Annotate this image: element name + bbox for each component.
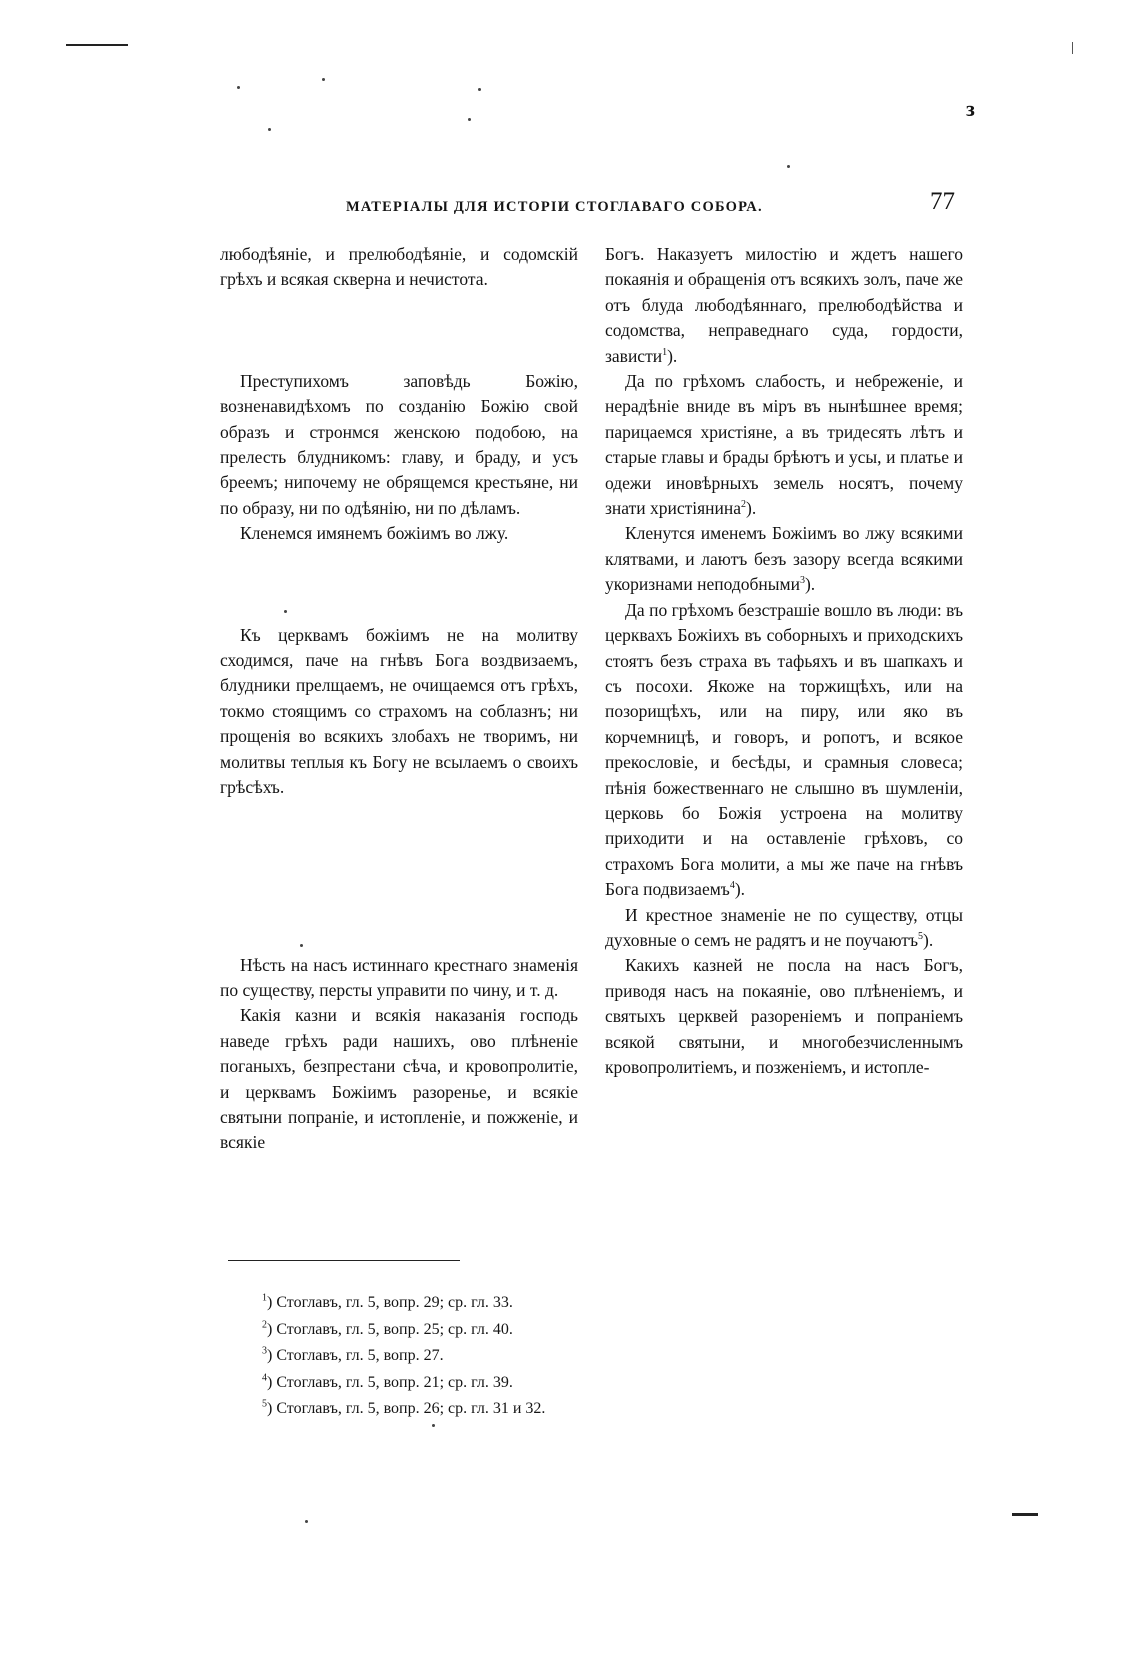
footnote-mark: 2 xyxy=(262,1319,267,1331)
paragraph-tail: ). xyxy=(804,574,816,595)
footnote xyxy=(262,1317,762,1344)
paragraph-tail: ). xyxy=(734,879,746,900)
footnote-mark: 5 xyxy=(262,1398,267,1410)
footnote-text: ) Стоглавъ, гл. 5, вопр. 25; ср. гл. 40. xyxy=(267,1320,513,1338)
footnote xyxy=(262,1290,762,1317)
paragraph-text: Да по грѣхомъ слабость, и небреженіе, и нерадѣніе вниде въ міръ въ нынѣшнее время; парицаемся христіяне, а въ тридесять лѣтъ и старые главы и брады брѣютъ и усы, и платье и одежи иновѣрныхъ земель носятъ, почему знати христіянина xyxy=(605,371,963,519)
paragraph-text: Кленутся именемъ Божіимъ во лжу всякими клятвами, и лаютъ безъ зазору всегда всякими укоризнами неподобными xyxy=(605,523,963,595)
paragraph: Кленемся имянемъ божіимъ во лжу. xyxy=(240,523,509,544)
right-column xyxy=(605,242,963,1080)
speck xyxy=(432,1424,435,1427)
footnote-ref: 2 xyxy=(741,499,747,511)
paragraph xyxy=(605,953,963,1080)
footnotes xyxy=(262,1290,762,1423)
speck xyxy=(478,88,481,91)
paragraph-text: Какихъ казней не посла на насъ Богъ, приводя насъ на покаяніе, ово плѣненіемъ, и святыхъ церквей разореніемъ и попраніемъ всякой святыни, и многобезчисленнымъ кровопролитіемъ, и позженіемъ, и истопле- xyxy=(605,955,963,1077)
footnote-mark: 3 xyxy=(262,1345,267,1357)
paragraph-tail: ). xyxy=(923,929,934,950)
paragraph xyxy=(605,598,963,903)
paragraph: Къ церквамъ божіимъ не на молитву сходимся, паче на гнѣвъ Бога воздвизаемъ, блудники прелщаемъ, не очищаемся отъ грѣхъ, токмо стоящимъ со страхомъ на соблазнъ; ни прощенія во всякихъ злобахъ не творимъ, ни молитвы теплыя къ Богу не всылаемъ о своихъ грѣсѣхъ. xyxy=(220,624,578,798)
top-right-tick xyxy=(1072,42,1073,54)
left-column xyxy=(220,242,578,1156)
paragraph: Какія казни и всякія наказанія господь наведе грѣхъ ради нашихъ, ово плѣненіе поганыхъ, безпрестани сѣча, и кровопролитіе, и церквамъ Божіимъ разоренье, и всякіе святыни попраніе, и истопленіе, и пожженіе, и всякіе xyxy=(220,1005,578,1153)
paragraph xyxy=(605,369,963,521)
page-number: 77 xyxy=(930,188,955,215)
footnote-mark: 1 xyxy=(262,1292,267,1304)
corner-mark: з xyxy=(966,96,975,121)
footnote-mark: 4 xyxy=(262,1372,267,1384)
footnote-text: ) Стоглавъ, гл. 5, вопр. 21; ср. гл. 39. xyxy=(267,1373,513,1391)
paragraph-text: И крестное знаменіе не по существу, отцы духовные о семъ не радятъ и не поучаютъ xyxy=(605,904,963,950)
speck xyxy=(268,128,271,131)
paragraph: Нѣсть на насъ истиннаго крестнаго знаменія по существу, персты управити по чину, и т. д. xyxy=(220,954,578,1000)
footnote-separator xyxy=(228,1260,460,1261)
footnote-ref: 4 xyxy=(729,880,735,892)
footnote-text: ) Стоглавъ, гл. 5, вопр. 29; ср. гл. 33. xyxy=(267,1294,513,1311)
speck xyxy=(787,165,790,168)
paragraph-tail: ). xyxy=(667,345,678,366)
footnote-ref: 1 xyxy=(662,346,668,358)
footnote xyxy=(262,1396,762,1423)
running-title: МАТЕРІАЛЫ ДЛЯ ИСТОРІИ СТОГЛАВАГО СОБОРА. xyxy=(346,199,763,215)
paragraph xyxy=(605,521,963,597)
paragraph-text: Да по грѣхомъ безстрашіе вошло въ люди: въ церквахъ Божіихъ въ соборныхъ и приходскихъ стоятъ безъ страха въ тафьяхъ и въ шапкахъ и съ посохи. Якоже на торжищѣхъ, или на позорищѣхъ, или на пиру, или яко въ корчемницѣ, и говоръ, и ропотъ, и всякое прекословіе, и бесѣды, и срамныя словеса; пѣнія божественнаго не слышно въ шумленіи, церковь бо Божія устроена на молитву приходити и на оставленіе грѣховъ, со страхомъ Бога молити, а мы же паче на гнѣвъ Бога подвизаемъ xyxy=(605,599,963,900)
paragraph xyxy=(605,903,963,954)
paragraph xyxy=(605,242,963,369)
footnote xyxy=(262,1343,762,1370)
margin-dash xyxy=(1012,1513,1038,1516)
footnote-ref: 3 xyxy=(799,575,805,587)
speck xyxy=(468,118,471,121)
paragraph-text: Богъ. Наказуетъ милостію и ждетъ нашего покаянія и обращенія отъ всякихъ золъ, паче же отъ блуда любодѣяннаго, прелюбодѣйства и содомства, неправеднаго суда, гордости, зависти xyxy=(605,244,963,366)
footnote-text: ) Стоглавъ, гл. 5, вопр. 26; ср. гл. 31 и 32. xyxy=(267,1400,546,1417)
paragraph: Преступихомъ заповѣдь Божію, возненавидѣхомъ по созданію Божію свой образъ и стронмся женскою подобою, на прелесть блудникомъ: главу, и браду, и усъ бреемъ; нипочему не обрящемся крестьяне, ни по образу, ни по одѣянію, ни по дѣламъ. xyxy=(220,370,578,518)
footnote xyxy=(262,1370,762,1397)
speck xyxy=(237,86,240,89)
top-left-rule xyxy=(66,44,128,46)
paragraph-tail: ). xyxy=(746,498,757,519)
speck xyxy=(322,78,325,81)
footnote-text: ) Стоглавъ, гл. 5, вопр. 27. xyxy=(267,1347,444,1364)
footnote-ref: 5 xyxy=(918,931,923,943)
paragraph: любодѣяніе, и прелюбодѣяніе, и содомскій грѣхъ и всякая скверна и нечистота. xyxy=(220,244,578,290)
speck xyxy=(305,1520,308,1523)
